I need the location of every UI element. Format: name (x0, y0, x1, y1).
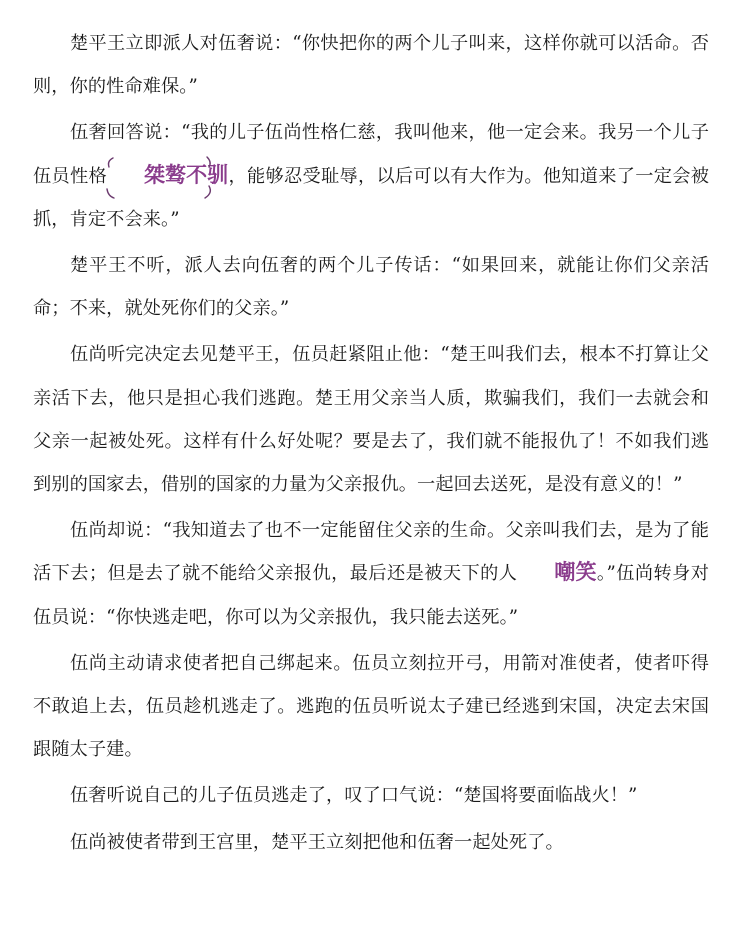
highlighted-vocabulary: 嘲笑 (554, 560, 597, 585)
paragraph-text: 伍尚主动请求使者把自己绑起来。伍员立刻拉开弓，用箭对准使者，使者吓得不敢追上去，伍员趁机逃走了。逃跑的伍员听说太子建已经逃到宋国，决定去宋国跟随太子建。 (33, 652, 709, 761)
emphasis-bracket-icon (101, 153, 221, 203)
paragraph-text: 。”伍尚转身对伍员说：“你快逃走吧，你可以为父亲报仇，我只能去送死。” (33, 563, 709, 628)
story-paragraph (33, 821, 709, 864)
story-paragraph (33, 333, 709, 506)
paragraph-text: 楚平王立即派人对伍奢说：“你快把你的两个儿子叫来，这样你就可以活命。否则，你的性命难保。” (33, 33, 709, 98)
paragraph-text: ，能够忍受耻辱，以后可以有大作为。他知道来了一定会被抓，肯定不会来。” (33, 165, 709, 230)
story-paragraph (33, 774, 709, 817)
paragraph-text: 楚平王不听，派人去向伍奢的两个儿子传话：“如果回来，就能让你们父亲活命；不来，就处死你们的父亲。” (33, 255, 709, 320)
paragraph-text: 伍奢听说自己的儿子伍员逃走了，叹了口气说：“楚国将要面临战火！” (70, 785, 638, 807)
story-paragraph (33, 642, 709, 772)
paragraph-text: 伍奢回答说：“我的儿子伍尚性格仁慈，我叫他来，他一定会来。我另一个儿子伍员性格 (33, 122, 709, 187)
story-paragraph (33, 22, 709, 108)
highlighted-vocabulary: 桀骜不驯 (107, 165, 228, 186)
story-paragraph (33, 244, 709, 330)
paragraph-text: 伍尚却说：“我知道去了也不一定能留住父亲的生命。父亲叫我们去，是为了能活下去；但是去了就不能给父亲报仇，最后还是被天下的人 (33, 520, 709, 585)
story-paragraph (33, 111, 709, 241)
story-paragraph (33, 509, 709, 639)
paragraph-text: 伍尚被使者带到王宫里，楚平王立刻把他和伍奢一起处死了。 (70, 831, 564, 853)
paragraph-text: 伍尚听完决定去见楚平王，伍员赶紧阻止他：“楚王叫我们去，根本不打算让父亲活下去，他只是担心我们逃跑。楚王用父亲当人质，欺骗我们，我们一去就会和父亲一起被处死。这样有什么好处呢？要是去了，我们就不能报仇了！不如我们逃到别的国家去，借别的国家的力量为父亲报仇。一起回去送死，是没有意义的！” (33, 344, 709, 496)
story-page (33, 22, 709, 867)
